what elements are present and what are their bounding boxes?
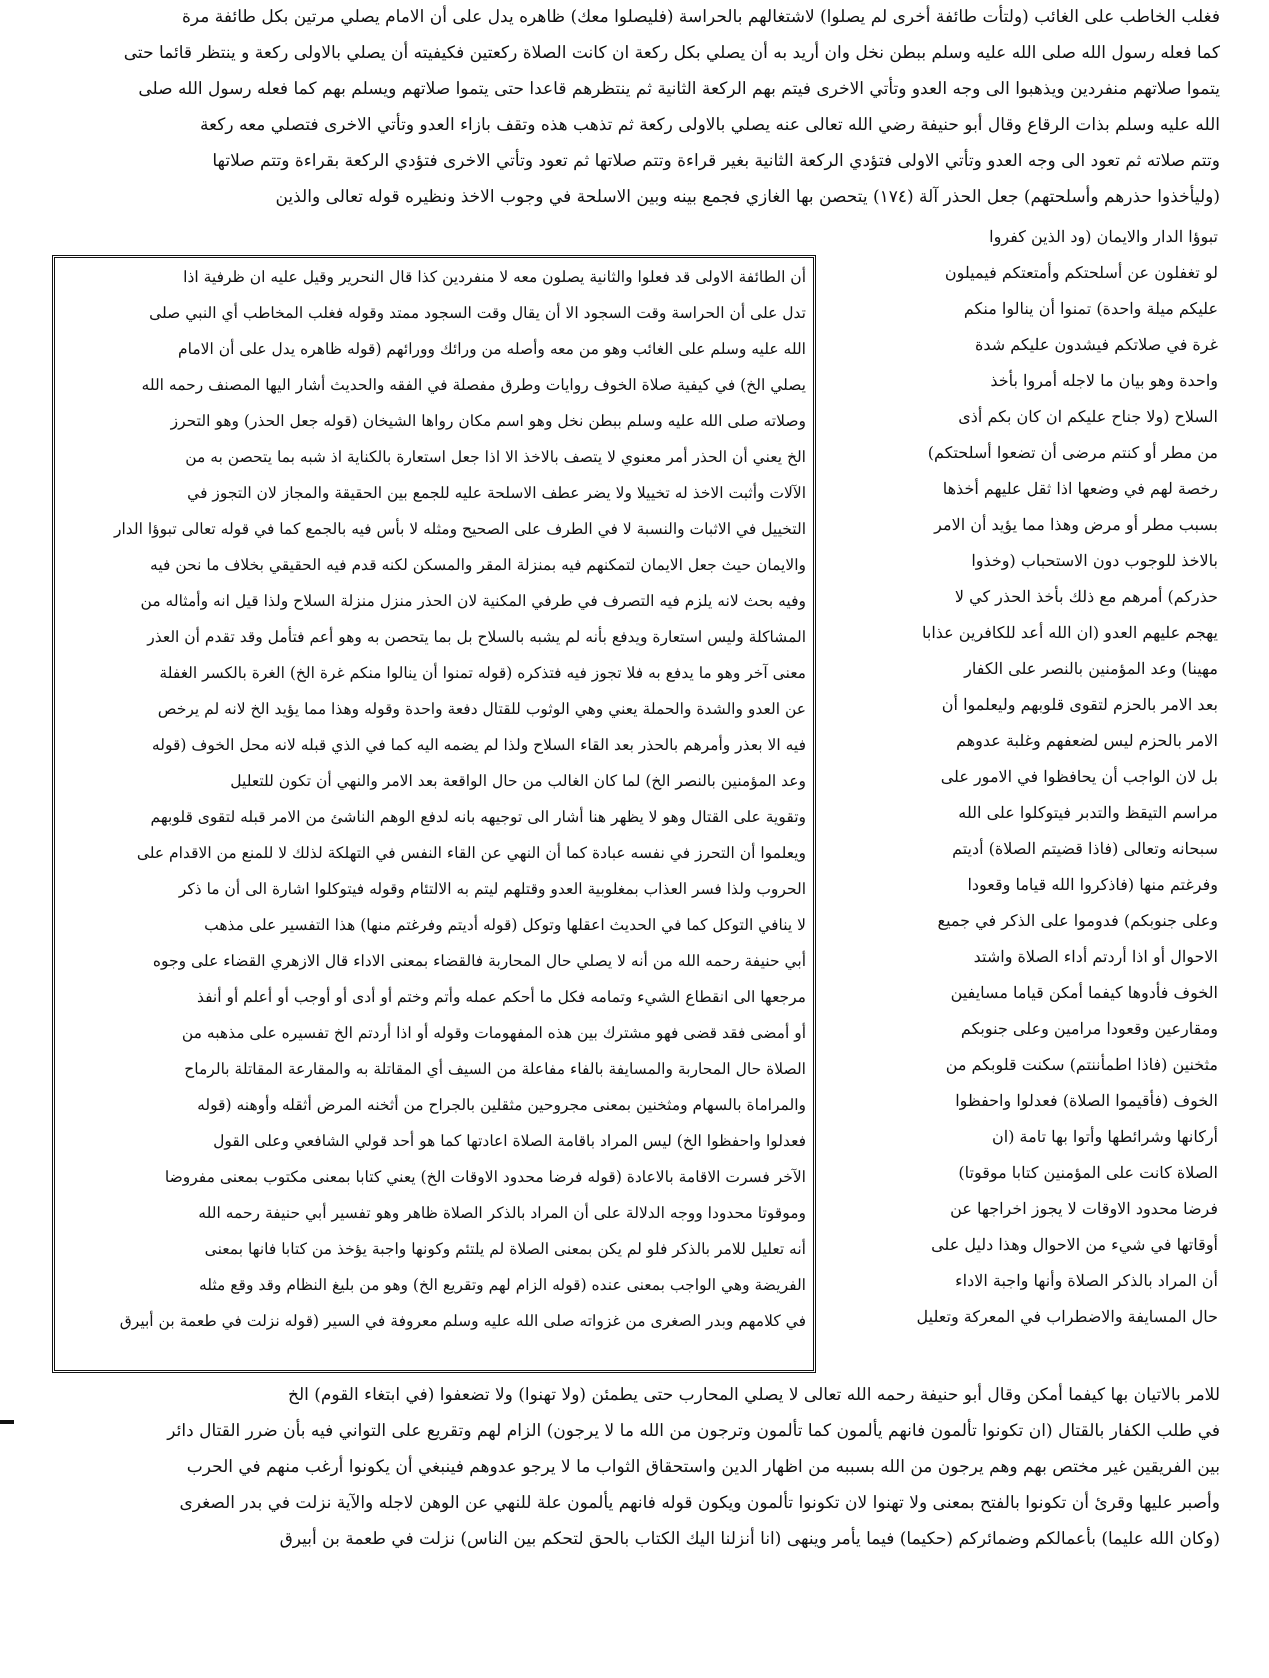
text-line: وأصبر عليها وقرئ أن تكونوا بالفتح بمعنى ولا تهنوا لان تكونوا تألمون ويكون قوله فانهم يألمون علة للنهي عن الوهن لاجله والآية نزلت في بدر الصغرى bbox=[179, 1493, 1220, 1513]
text-line: مهينا) وعد المؤمنين بالنصر على الكفار bbox=[964, 659, 1218, 678]
text-line: فرضا محدود الاوقات لا يجوز اخراجها عن bbox=[950, 1199, 1218, 1218]
text-line: الخ يعني أن الحذر أمر معنوي لا يتصف بالاخذ الا اذا جعل استعارة بالكناية اذ شبه بما يتحصن به من bbox=[185, 448, 806, 466]
text-line: فيه الا بعذر وأمرهم بالحذر بعد القاء السلاح ولذا لم يضمه اليه كما في الذي قبله لانه محل الخوف (قوله bbox=[151, 736, 806, 754]
text-line: فغلب الخاطب على الغائب (ولتأت طائفة أخرى لم يصلوا) لاشتغالهم بالحراسة (فليصلوا معك) ظاهره يدل على أن الامام يصلي مرتين بكل طائفة مرة bbox=[181, 7, 1220, 27]
text-line: أبي حنيفة رحمه الله من أنه لا يصلي حال المحاربة فالقضاء بمعنى الاداء قال الازهري القضاء على وجوه bbox=[152, 952, 806, 970]
text-line: الخوف فأدوها كيفما أمكن قياما مسايفين bbox=[950, 983, 1218, 1002]
text-line: حذركم) أمرهم مع ذلك بأخذ الحذر كي لا bbox=[954, 587, 1218, 606]
text-line: سبحانه وتعالى (فاذا قضيتم الصلاة) أديتم bbox=[952, 839, 1218, 858]
text-line: في كلامهم وبدر الصغرى من غزواته صلى الله عليه وسلم معروفة في السير (قوله نزلت في طعمة بن أبيرق bbox=[119, 1312, 806, 1330]
text-line: غرة في صلاتكم فيشدون عليكم شدة bbox=[974, 335, 1218, 354]
text-line: عن العدو والشدة والحملة يعني وهي الوثوب للقتال دفعة واحدة وقوله وهذا مما يؤيد الخ لانه لم يرخص bbox=[157, 700, 806, 718]
text-line: حال المسايفة والاضطراب في المعركة وتعليل bbox=[916, 1307, 1218, 1326]
text-line: تدل على أن الحراسة وقت السجود الا أن يقال وقت السجود ممتد وقوله فغلب المخاطب أي النبي صلى bbox=[149, 304, 806, 322]
text-line: لو تغفلون عن أسلحتكم وأمتعتكم فيميلون bbox=[944, 263, 1218, 282]
text-line: والمراماة بالسهام ومثخنين بمعنى مجروحين مثقلين بالجراح من أثخنه المرض أثقله وأوهنه (قوله bbox=[197, 1096, 806, 1114]
text-line: أوقاتها في شيء من الاحوال وهذا دليل على bbox=[931, 1235, 1218, 1254]
text-line: والايمان حيث جعل الايمان لتمكنهم فيه بمنزلة المقر والمسكن لكنه قدم فيه الحقيقي بخلاف ما نحن فيه bbox=[150, 556, 806, 574]
text-line: من مطر أو كنتم مرضى أن تضعوا أسلحتكم) bbox=[927, 443, 1218, 462]
margin-mark bbox=[0, 1420, 14, 1424]
text-line: ومقارعين وقعودا مرامين وعلى جنوبكم bbox=[960, 1019, 1218, 1038]
text-line: ويعلموا أن التحرز في نفسه عبادة كما أن النهي عن القاء النفس في التهلكة لذلك لا للمنع من الاقدام على bbox=[136, 844, 806, 862]
text-line: أركانها وشرائطها وأتوا بها تامة (ان bbox=[992, 1127, 1218, 1146]
text-line: السلاح (ولا جناح عليكم ان كان بكم أذى bbox=[958, 407, 1218, 426]
text-line: أنه تعليل للامر بالذكر فلو لم يكن بمعنى الصلاة لم يلتئم وكونها واجبة يؤخذ من كتابا فانها بمعنى bbox=[204, 1240, 806, 1258]
text-line: الآخر فسرت الاقامة بالاعادة (قوله فرضا محدود الاوقات الخ) يعني كتابا بمعنى مكتوب بمعنى مفروضا bbox=[164, 1168, 806, 1186]
text-line: التخييل في الاثبات والنسبة لا في الطرف على الصحيح ومثله لا بأس فيه بالجمع كما في قوله تعالى تبوؤا الدار bbox=[113, 520, 806, 538]
text-line: بعد الامر بالحزم لتقوى قلوبهم وليعلموا أن bbox=[941, 695, 1218, 714]
text-line: وعد المؤمنين بالنصر الخ) لما كان الغالب من حال الواقعة بعد الامر والنهي أن تكون للتعليل bbox=[230, 772, 806, 790]
text-line: (وكان الله عليما) بأعمالكم وضمائركم (حكيما) فيما يأمر وينهى (انا أنزلنا اليك الكتاب بالحق لتحكم بين الناس) نزلت في طعمة بن أبيرق bbox=[279, 1529, 1220, 1549]
text-line: الآلات وأثبت الاخذ له تخييلا ولا يضر عطف الاسلحة عليه للجمع بين الحقيقة والمجاز لان التجوز في bbox=[187, 484, 806, 502]
text-line: الله عليه وسلم على الغائب وهو من معه وأصله من ورائك وورائهم (قوله ظاهره يدل على أن الامام bbox=[178, 340, 806, 358]
text-line: يهجم عليهم العدو (ان الله أعد للكافرين عذابا bbox=[922, 623, 1218, 642]
text-line: وفرغتم منها (فاذكروا الله قياما وقعودا bbox=[967, 875, 1218, 894]
text-line: معنى آخر وهو ما يدفع به فلا تجوز فيه فتذكره (قوله تمنوا أن ينالوا منكم غرة الخ) الغرة بالكسر الغفلة bbox=[159, 664, 806, 682]
text-line: أن الطائفة الاولى قد فعلوا والثانية يصلون معه لا منفردين كذا قال النحرير وقيل عليه ان ظرفية اذا bbox=[183, 268, 806, 286]
text-line: واحدة وهو بيان ما لاجله أمروا بأخذ bbox=[990, 371, 1218, 390]
text-line: الصلاة حال المحاربة والمسايفة بالفاء مفاعلة من السيف أي المقاتلة به والمقارعة المقاتلة بالرماح bbox=[184, 1060, 806, 1078]
text-line: الامر بالحزم ليس لضعفهم وغلبة عدوهم bbox=[956, 731, 1218, 750]
text-line: لا ينافي التوكل كما في الحديث اعقلها وتوكل (قوله أديتم وفرغتم منها) هذا التفسير على مذهب bbox=[204, 916, 806, 934]
text-line: الحروب ولذا فسر العذاب بمغلوبية العدو وقتلهم ليتم به الالتئام وقوله فيتوكلوا اشارة الى أن ما ذكر bbox=[178, 880, 806, 898]
text-line: بل لان الواجب أن يحافظوا في الامور على bbox=[940, 767, 1218, 786]
text-line: الفريضة وهي الواجب بمعنى عنده (قوله الزام لهم وتقريع الخ) وهو من بليغ النظام وقد وقع مثله bbox=[198, 1276, 806, 1294]
text-line: وعلى جنوبكم) فدوموا على الذكر في جميع bbox=[937, 911, 1218, 930]
text-line: بسبب مطر أو مرض وهذا مما يؤيد أن الامر bbox=[934, 515, 1218, 534]
text-line: تبوؤا الدار والايمان (ود الذين كفروا bbox=[989, 227, 1218, 246]
text-line: وموقوتا محدودا ووجه الدلالة على أن المراد بالذكر الصلاة ظاهر وهو تفسير أبي حنيفة رحمه الله bbox=[198, 1204, 806, 1222]
text-line: مثخنين (فاذا اطمأننتم) سكنت قلوبكم من bbox=[945, 1055, 1218, 1074]
text-line: بين الفريقين غير مختص بهم وهم يرجون من الله بسببه من اظهار الدين واستحقاق الثواب ما لا يرجو عدوهم فينبغي أن يكونوا أرغب منهم في الحرب bbox=[186, 1457, 1220, 1477]
text-line: في طلب الكفار بالقتال (ان تكونوا تألمون فانهم يألمون كما تألمون وترجون من الله ما لا يرجون) الزام لهم وتقريع على التواني فيه بأن ضرر القتال دائر bbox=[167, 1421, 1220, 1441]
text-line: بالاخذ للوجوب دون الاستحباب (وخذوا bbox=[971, 551, 1218, 570]
text-line: الخوف (فأقيموا الصلاة) فعدلوا واحفظوا bbox=[955, 1091, 1218, 1110]
text-line: مراسم التيقظ والتدبر فيتوكلوا على الله bbox=[958, 803, 1218, 822]
text-line: عليكم ميلة واحدة) تمنوا أن ينالوا منكم bbox=[963, 299, 1218, 318]
text-line: الله عليه وسلم بذات الرقاع وقال أبو حنيفة رضي الله تعالى عنه يصلي بالاولى ركعة ثم تذهب هذه وتقف بازاء العدو وتأتي الاخرى فتصلي معه ركعة bbox=[199, 115, 1220, 135]
text-line: كما فعله رسول الله صلى الله عليه وسلم ببطن نخل وان أريد به أن يصلي بكل ركعة ان كانت الصلاة ركعتين فكيفيته أن يصلي بالاولى ركعة و ينتظر قائما حتى bbox=[123, 43, 1220, 63]
text-line: (وليأخذوا حذرهم وأسلحتهم) جعل الحذر آلة (١٧٤) يتحصن بها الغازي فجمع بينه وبين الاسلحة في وجوب الاخذ ونظيره قوله تعالى والذين bbox=[275, 187, 1220, 207]
text-line: أن المراد بالذكر الصلاة وأنها واجبة الاداء bbox=[955, 1271, 1218, 1290]
text-line: مرجعها الى انقطاع الشيء وتمامه فكل ما أحكم عمله وأتم وختم أو أدى أو أوجب أو أعلم أو أنفذ bbox=[196, 988, 806, 1006]
text-line: الصلاة كانت على المؤمنين كتابا موقوتا) bbox=[958, 1163, 1218, 1182]
text-line: الاحوال أو اذا أردتم أداء الصلاة واشتد bbox=[973, 947, 1218, 966]
text-line: يصلي الخ) في كيفية صلاة الخوف روايات وطرق مفصلة في الفقه والحديث أشار اليها المصنف رحمه الله bbox=[141, 376, 806, 394]
text-line: وتقوية على القتال وهو لا يظهر هنا أشار الى توجيهه بانه لدفع الوهم الناشئ من الامر قبله لتقوى قلوبهم bbox=[150, 808, 806, 826]
text-line: للامر بالاتيان بها كيفما أمكن وقال أبو حنيفة رحمه الله تعالى لا يصلي المحارب حتى يطمئن (ولا تهنوا) ولا تضعفوا (في ابتغاء القوم) الخ bbox=[287, 1385, 1220, 1405]
text-line: وصلاته صلى الله عليه وسلم ببطن نخل وهو اسم مكان رواها الشيخان (قوله جعل الحذر) وهو التحرز bbox=[170, 412, 806, 430]
text-line: المشاكلة وليس استعارة ويدفع بأنه لم يشبه بالسلاح بل بما يتحصن به وهو أعم فتأمل وقد تقدم أن العذر bbox=[147, 628, 806, 646]
text-line: وفيه بحث لانه يلزم فيه التصرف في طرفي المكنية لان الحذر منزل منزلة السلاح ولذا قيل انه وأمثاله من bbox=[140, 592, 806, 610]
text-line: يتموا صلاتهم منفردين ويذهبوا الى وجه العدو وتأتي الاخرى فيتم بهم الركعة الثانية ثم ينتظرهم قاعدا حتى يتموا صلاتهم ويسلم بهم كما فعله رسول الله صلى bbox=[138, 79, 1220, 99]
text-line: فعدلوا واحفظوا الخ) ليس المراد باقامة الصلاة اعادتها كما هو أحد قولي الشافعي وعلى القول bbox=[213, 1132, 806, 1150]
text-line: أو أمضى فقد قضى فهو مشترك بين هذه المفهومات وقوله أو اذا أردتم الخ تفسيره على مذهبه من bbox=[181, 1024, 806, 1042]
text-line: رخصة لهم في وضعها اذا ثقل عليهم أخذها bbox=[942, 479, 1218, 498]
text-line: وتتم صلاته ثم تعود الى وجه العدو وتأتي الاولى فتؤدي الركعة الثانية بغير قراءة وتتم صلاتها ثم تعود وتأتي الاخرى فتؤدي الركعة بقراءة وتتم صلاتها bbox=[212, 151, 1220, 171]
